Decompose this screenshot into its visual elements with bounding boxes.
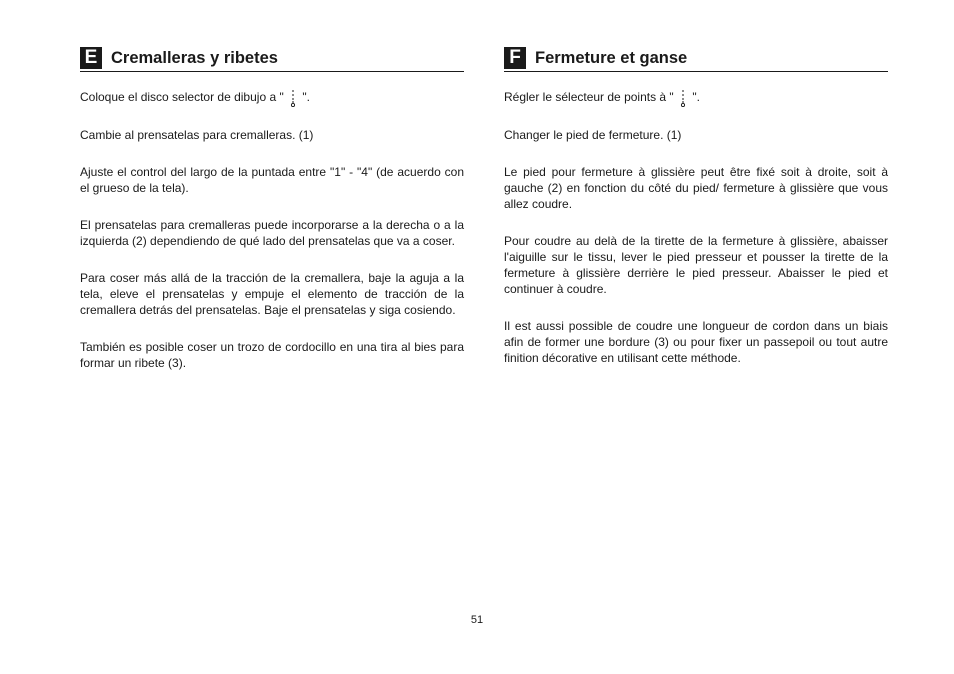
paragraph: Pour coudre au delà de la tirette de la fermeture à glissière, abaisser l'aiguille sur le tissu, lever le pied presseur et pousser la tirette de la fermeture à glissière derrière le pied presseur. Abaisser le pied et continuer à coudre.: [504, 234, 888, 296]
paragraph: Régler le sélecteur de points à " ".: [504, 89, 888, 107]
paragraph: Para coser más allá de la tracción de la cremallera, baje la aguja a la tela, eleve el prensatelas y empuje el elemento de tracción de la cremallera detrás del prensatelas. Baje el prensatelas y siga cosiendo.: [80, 271, 464, 317]
straight-stitch-icon: [289, 89, 297, 107]
page-number: 51: [470, 614, 484, 626]
section-f-badge: F: [504, 47, 526, 69]
section-f: [504, 46, 888, 387]
section-f-title: Fermeture et ganse: [535, 48, 688, 67]
section-e: [80, 46, 464, 392]
section-f-body: [504, 89, 888, 366]
section-f-heading: [504, 46, 888, 72]
section-e-badge: E: [80, 47, 102, 69]
straight-stitch-icon: [679, 89, 687, 107]
section-e-title: Cremalleras y ribetes: [111, 48, 278, 67]
section-e-body: [80, 89, 464, 371]
paragraph: También es posible coser un trozo de cordocillo en una tira al bies para formar un ribete (3).: [80, 340, 464, 370]
paragraph: Il est aussi possible de coudre une longueur de cordon dans un biais afin de former une bordure (3) ou pour fixer un passepoil ou tout autre finition décorative en utilisant cette méthode.: [504, 319, 888, 365]
paragraph: Changer le pied de fermeture. (1): [504, 128, 682, 142]
paragraph: Ajuste el control del largo de la puntada entre "1" - "4" (de acuerdo con el grueso de la tela).: [80, 165, 464, 195]
paragraph: Coloque el disco selector de dibujo a " ".: [80, 89, 464, 107]
paragraph: El prensatelas para cremalleras puede incorporarse a la derecha o a la izquierda (2) dependiendo de qué lado del prensatelas que va a coser.: [80, 218, 464, 248]
section-e-heading: [80, 46, 464, 72]
paragraph: Cambie al prensatelas para cremalleras. (1): [80, 128, 314, 142]
paragraph: Le pied pour fermeture à glissière peut être fixé soit à droite, soit à gauche (2) en fonction du côté du pied/ fermeture à glissière que vous allez coudre.: [504, 165, 888, 211]
